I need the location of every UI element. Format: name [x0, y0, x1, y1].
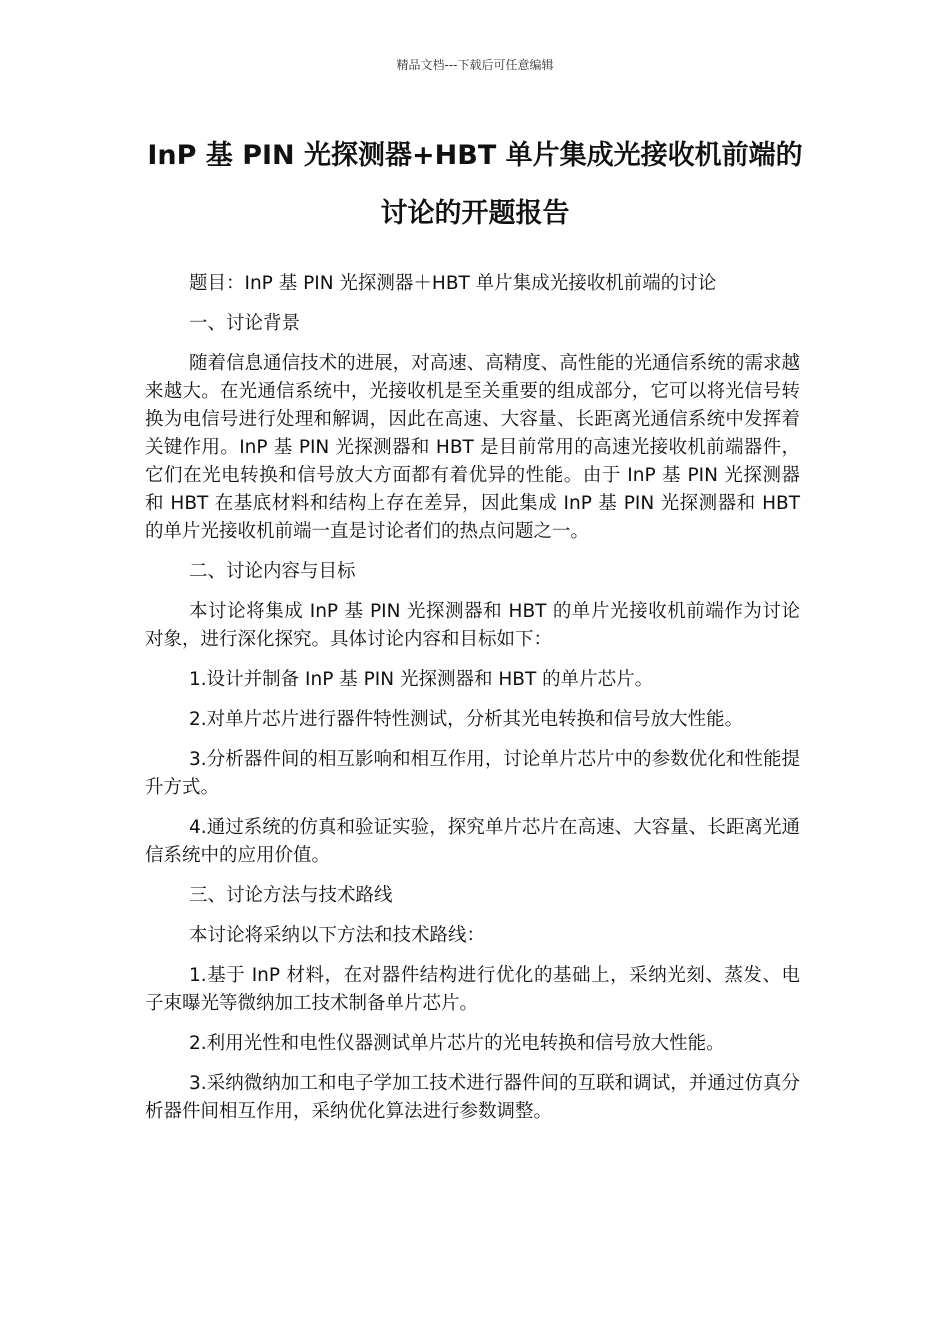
section-heading-methods: 三、讨论方法与技术路线	[189, 885, 393, 906]
methods-intro-paragraph: 本讨论将采纳以下方法和技术路线：	[189, 925, 486, 946]
topic-line: 题目：InP 基 PIN 光探测器＋HBT 单片集成光接收机前端的讨论	[189, 273, 717, 294]
content-intro-paragraph: 本讨论将集成 InP 基 PIN 光探测器和 HBT 的单片光接收机前端作为讨论对象，进行深化探究。具体讨论内容和目标如下：	[145, 601, 800, 650]
section-heading-background: 一、讨论背景	[189, 313, 301, 334]
method-item-3: 3.采纳微纳加工和电子学加工技术进行器件间的互联和调试，并通过仿真分析器件间相互作用，采纳优化算法进行参数调整。	[145, 1073, 800, 1122]
method-item-1: 1.基于 InP 材料，在对器件结构进行优化的基础上，采纳光刻、蒸发、电子束曝光等微纳加工技术制备单片芯片。	[145, 965, 800, 1014]
goal-item-2: 2.对单片芯片进行器件特性测试，分析其光电转换和信号放大性能。	[189, 709, 744, 730]
section-heading-content-goals: 二、讨论内容与目标	[189, 561, 356, 582]
header-note: 精品文档---下载后可任意编辑	[396, 58, 554, 72]
goal-item-4: 4.通过系统的仿真和验证实验，探究单片芯片在高速、大容量、长距离光通信系统中的应用价值。	[145, 817, 800, 866]
document-body	[145, 270, 800, 1138]
method-item-2: 2.利用光性和电性仪器测试单片芯片的光电转换和信号放大性能。	[189, 1033, 725, 1054]
goal-item-1: 1.设计并制备 InP 基 PIN 光探测器和 HBT 的单片芯片。	[189, 669, 654, 690]
background-paragraph: 随着信息通信技术的进展，对高速、高精度、高性能的光通信系统的需求越来越大。在光通信系统中，光接收机是至关重要的组成部分，它可以将光信号转换为电信号进行处理和解调，因此在高速、大容量、长距离光通信系统中发挥着关键作用。InP 基 PIN 光探测器和 HBT 是目前常用的高速光接收机前端器件，它们在光电转换和信号放大方面都有着优异的性能。由于 InP 基 PIN 光探测器和 HBT 在基底材料和结构上存在差异，因此集成 InP 基 PIN 光探测器和 HBT 的单片光接收机前端一直是讨论者们的热点问题之一。	[145, 353, 800, 542]
document-title-line-1: InP 基 PIN 光探测器+HBT 单片集成光接收机前端的	[147, 140, 803, 171]
document-title-line-2: 讨论的开题报告	[380, 198, 570, 229]
goal-item-3: 3.分析器件间的相互影响和相互作用，讨论单片芯片中的参数优化和性能提升方式。	[145, 749, 800, 798]
